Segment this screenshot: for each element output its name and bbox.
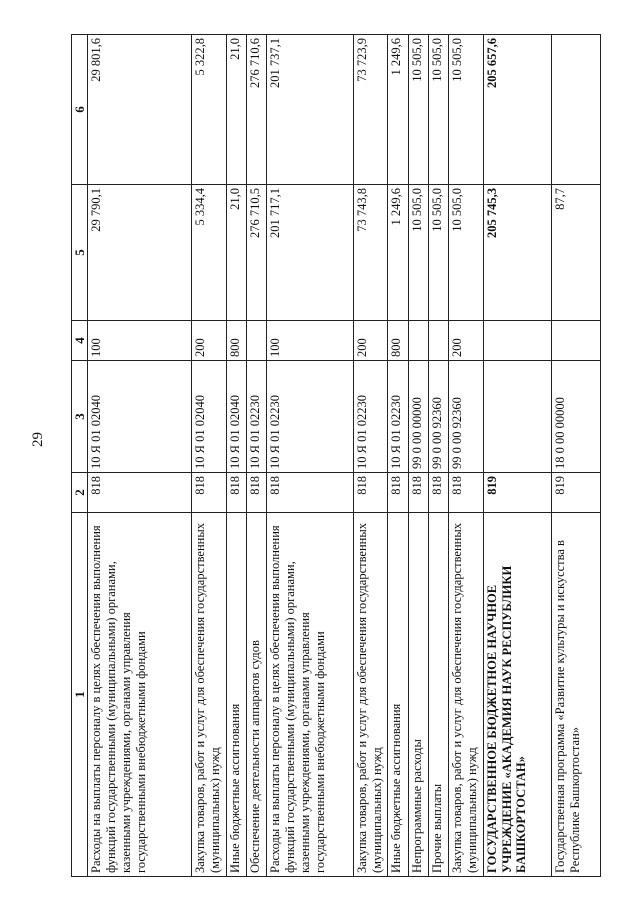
row-ved-cell: 818 (353, 473, 388, 513)
row-sum2-cell: 1 249,6 (388, 35, 408, 185)
row-sum2-cell: 10 505,0 (408, 35, 428, 185)
row-sum2-cell: 201 737,1 (267, 35, 353, 185)
row-ved-cell: 818 (88, 473, 192, 513)
row-csr-cell: 10 Я 01 02230 (267, 361, 353, 473)
page-number: 29 (30, 432, 46, 447)
row-ved-cell: 818 (267, 473, 353, 513)
row-vr-cell: 100 (88, 321, 192, 361)
row-ved-cell: 818 (247, 473, 267, 513)
row-vr-cell (483, 321, 551, 361)
row-ved-cell: 819 (483, 473, 551, 513)
row-csr-cell (483, 361, 551, 473)
header-col-6: 6 (72, 35, 88, 185)
row-sum1-cell: 10 505,0 (408, 185, 428, 321)
row-ved-cell: 819 (552, 473, 601, 513)
row-csr-cell: 10 Я 01 02040 (192, 361, 227, 473)
row-sum2-cell: 10 505,0 (429, 35, 449, 185)
row-name-cell: Государственная программа «Развитие культуры и искусства в Республике Башкортостан» (552, 513, 601, 877)
row-sum2-cell: 73 723,9 (353, 35, 388, 185)
row-sum1-cell: 205 745,3 (483, 185, 551, 321)
row-vr-cell (429, 321, 449, 361)
row-vr-cell: 200 (192, 321, 227, 361)
row-sum1-cell: 10 505,0 (429, 185, 449, 321)
row-sum2-cell: 205 657,6 (483, 35, 551, 185)
table-row (226, 35, 246, 877)
row-csr-cell: 99 0 00 00000 (408, 361, 428, 473)
row-csr-cell: 10 Я 01 02230 (353, 361, 388, 473)
row-csr-cell: 99 0 00 92360 (429, 361, 449, 473)
row-ved-cell: 818 (449, 473, 484, 513)
row-sum1-cell: 87,7 (552, 185, 601, 321)
row-sum2-cell: 5 322,8 (192, 35, 227, 185)
table-row (408, 35, 428, 877)
table-row (247, 35, 267, 877)
table-body (88, 35, 601, 877)
row-sum2-cell: 276 710,6 (247, 35, 267, 185)
row-sum1-cell: 29 790,1 (88, 185, 192, 321)
row-sum1-cell: 73 743,8 (353, 185, 388, 321)
row-sum1-cell: 10 505,0 (449, 185, 484, 321)
header-row (72, 35, 88, 877)
budget-table (71, 34, 601, 877)
row-name-cell: Прочие выплаты (429, 513, 449, 877)
row-sum1-cell: 21,0 (226, 185, 246, 321)
row-ved-cell: 818 (388, 473, 408, 513)
rotated-table-container (71, 35, 601, 877)
row-sum1-cell: 276 710,5 (247, 185, 267, 321)
row-csr-cell: 10 Я 01 02040 (226, 361, 246, 473)
row-vr-cell: 200 (353, 321, 388, 361)
row-name-cell: Закупка товаров, работ и услуг для обеспечения государственных (муниципальных) нужд (192, 513, 227, 877)
header-col-5: 5 (72, 185, 88, 321)
row-csr-cell: 99 0 00 92360 (449, 361, 484, 473)
row-sum2-cell (552, 35, 601, 185)
row-vr-cell: 200 (449, 321, 484, 361)
row-name-cell: Закупка товаров, работ и услуг для обеспечения государственных (муниципальных) нужд (449, 513, 484, 877)
table-row (192, 35, 227, 877)
table-row (353, 35, 388, 877)
row-name-cell: Иные бюджетные ассигнования (226, 513, 246, 877)
row-sum2-cell: 29 801,6 (88, 35, 192, 185)
header-col-2: 2 (72, 473, 88, 513)
row-ved-cell: 818 (226, 473, 246, 513)
row-vr-cell: 100 (267, 321, 353, 361)
row-name-cell: Иные бюджетные ассигнования (388, 513, 408, 877)
row-sum2-cell: 10 505,0 (449, 35, 484, 185)
row-name-cell: Непрограммные расходы (408, 513, 428, 877)
header-col-3: 3 (72, 361, 88, 473)
row-csr-cell: 10 Я 01 02230 (247, 361, 267, 473)
row-csr-cell: 10 Я 01 02230 (388, 361, 408, 473)
row-vr-cell (552, 321, 601, 361)
table-row (88, 35, 192, 877)
row-ved-cell: 818 (192, 473, 227, 513)
row-name-cell: Расходы на выплаты персоналу в целях обеспечения выполнения функций государственными (муниципальными) органами, казенными учреждениями, органами управления государственными внебюджетными фондами (267, 513, 353, 877)
row-vr-cell (247, 321, 267, 361)
row-name-cell: Расходы на выплаты персоналу в целях обеспечения выполнения функций государственными (муниципальными) органами, казенными учреждениями, органами управления государственными внебюджетными фондами (88, 513, 192, 877)
row-ved-cell: 818 (429, 473, 449, 513)
row-ved-cell: 818 (408, 473, 428, 513)
table-row (552, 35, 601, 877)
row-sum1-cell: 1 249,6 (388, 185, 408, 321)
row-sum2-cell: 21,0 (226, 35, 246, 185)
table-row (267, 35, 353, 877)
row-name-cell: Обеспечение деятельности аппаратов судов (247, 513, 267, 877)
row-name-cell: Закупка товаров, работ и услуг для обеспечения государственных (муниципальных) нужд (353, 513, 388, 877)
row-csr-cell: 18 0 00 00000 (552, 361, 601, 473)
header-col-4: 4 (72, 321, 88, 361)
table-row (483, 35, 551, 877)
header-col-1: 1 (72, 513, 88, 877)
table-row (388, 35, 408, 877)
row-csr-cell: 10 Я 01 02040 (88, 361, 192, 473)
row-vr-cell (408, 321, 428, 361)
table-row (449, 35, 484, 877)
row-vr-cell: 800 (388, 321, 408, 361)
row-name-cell: ГОСУДАРСТВЕННОЕ БЮДЖЕТНОЕ НАУЧНОЕ УЧРЕЖДЕНИЕ «АКАДЕМИЯ НАУК РЕСПУБЛИКИ БАШКОРТОСТАН» (483, 513, 551, 877)
row-vr-cell: 800 (226, 321, 246, 361)
row-sum1-cell: 5 334,4 (192, 185, 227, 321)
row-sum1-cell: 201 717,1 (267, 185, 353, 321)
table-row (429, 35, 449, 877)
